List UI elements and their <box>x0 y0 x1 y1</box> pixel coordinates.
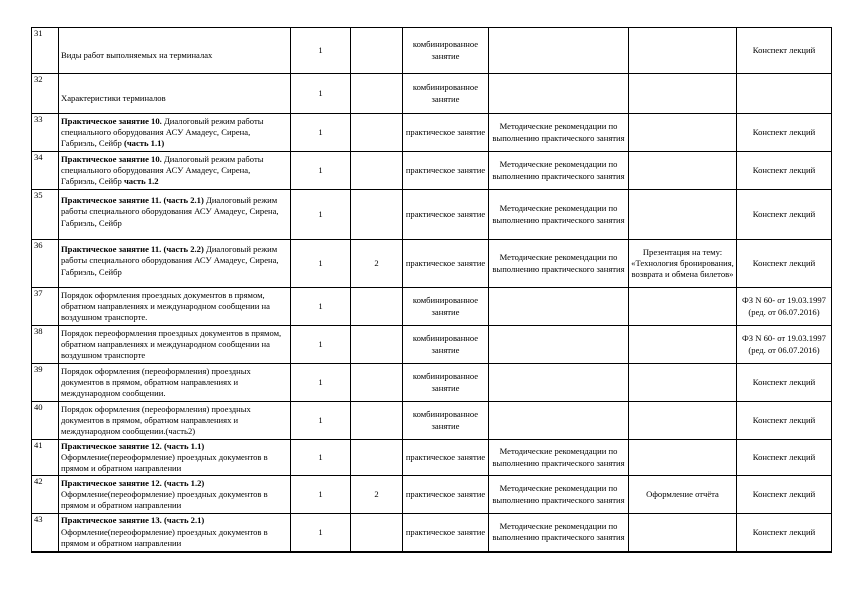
topic-bold-text: Практическое занятие 11. (часть 2.2) <box>61 244 204 255</box>
table-row <box>32 74 832 114</box>
lesson-form-cell: практическое занятие <box>403 114 489 152</box>
topic-text: Порядок переоформления проездных документов в прямом, обратном направлениях и международном сообщении на воздушном транспорте <box>61 327 282 361</box>
methodology-cell <box>489 74 629 114</box>
literature-cell: Конспект лекций <box>737 114 832 152</box>
lesson-number: 37 <box>32 288 59 326</box>
literature-cell <box>737 74 832 114</box>
hours-cell: 1 <box>291 402 351 440</box>
literature-cell: Конспект лекций <box>737 240 832 288</box>
table-row <box>32 440 832 476</box>
lesson-number: 31 <box>32 28 59 74</box>
lesson-topic <box>59 514 291 552</box>
self-study-hours-cell <box>351 152 403 190</box>
presentation-cell <box>629 190 737 240</box>
lesson-form-cell: практическое занятие <box>403 476 489 514</box>
table-row <box>32 402 832 440</box>
topic-bold-text: Практическое занятие 12. (часть 1.2) <box>61 477 205 488</box>
lesson-topic <box>59 74 291 114</box>
lesson-topic <box>59 476 291 514</box>
lesson-number: 40 <box>32 402 59 440</box>
lesson-number: 32 <box>32 74 59 114</box>
table-row <box>32 152 832 190</box>
lesson-topic <box>59 326 291 364</box>
lesson-form-cell: практическое занятие <box>403 190 489 240</box>
lesson-form-cell: комбинированное занятие <box>403 74 489 114</box>
self-study-hours-cell <box>351 190 403 240</box>
lesson-number: 42 <box>32 476 59 514</box>
lesson-topic <box>59 152 291 190</box>
lesson-topic <box>59 402 291 440</box>
hours-cell: 1 <box>291 240 351 288</box>
lesson-number: 34 <box>32 152 59 190</box>
hours-cell: 1 <box>291 190 351 240</box>
self-study-hours-cell <box>351 114 403 152</box>
lesson-number: 33 <box>32 114 59 152</box>
literature-cell: ФЗ N 60- от 19.03.1997 (ред. от 06.07.2016) <box>737 288 832 326</box>
table-row <box>32 288 832 326</box>
topic-text: Диалоговый режим работы специального оборудования АСУ Амадеус, Сирена, Габриэль, Сейбр <box>61 244 279 277</box>
literature-cell: Конспект лекций <box>737 440 832 476</box>
lesson-topic <box>59 190 291 240</box>
hours-cell: 1 <box>291 152 351 190</box>
methodology-cell <box>489 288 629 326</box>
self-study-hours-cell: 2 <box>351 240 403 288</box>
table-row <box>32 364 832 402</box>
presentation-cell <box>629 28 737 74</box>
hours-cell: 1 <box>291 364 351 402</box>
lesson-number: 35 <box>32 190 59 240</box>
topic-text: Диалоговый режим работы специального оборудования АСУ Амадеус, Сирена, Габриэль, Сейбр <box>61 195 279 228</box>
literature-cell: Конспект лекций <box>737 190 832 240</box>
literature-cell: Конспект лекций <box>737 476 832 514</box>
hours-cell: 1 <box>291 514 351 552</box>
presentation-cell <box>629 74 737 114</box>
presentation-cell <box>629 326 737 364</box>
hours-cell: 1 <box>291 288 351 326</box>
self-study-hours-cell <box>351 288 403 326</box>
lesson-number: 36 <box>32 240 59 288</box>
topic-bold-text: Практическое занятие 13. (часть 2.1) <box>61 515 205 526</box>
topic-text: Диалоговый режим работы специального оборудования АСУ Амадеус, Сирена, Габриэль, Сейбр <box>61 115 264 149</box>
presentation-cell <box>629 440 737 476</box>
hours-cell: 1 <box>291 440 351 476</box>
presentation-cell <box>629 514 737 552</box>
literature-cell: Конспект лекций <box>737 28 832 74</box>
topic-text: Оформление(переоформление) проездных документов в прямом и обратном направлении <box>61 488 268 511</box>
table-row <box>32 476 832 514</box>
literature-cell: ФЗ N 60- от 19.03.1997 (ред. от 06.07.2016) <box>737 326 832 364</box>
schedule-table <box>31 27 832 553</box>
topic-bold-text: Практическое занятие 11. (часть 2.1) <box>61 195 204 206</box>
lesson-number: 38 <box>32 326 59 364</box>
self-study-hours-cell <box>351 326 403 364</box>
methodology-cell: Методические рекомендации по выполнению практического занятия <box>489 114 629 152</box>
lesson-form-cell: практическое занятие <box>403 514 489 552</box>
methodology-cell: Методические рекомендации по выполнению практического занятия <box>489 240 629 288</box>
methodology-cell: Методические рекомендации по выполнению практического занятия <box>489 440 629 476</box>
topic-bold-text: Практическое занятие 10. <box>61 153 162 164</box>
hours-cell: 1 <box>291 114 351 152</box>
lesson-number: 39 <box>32 364 59 402</box>
topic-text: Диалоговый режим работы специального оборудования АСУ Амадеус, Сирена, Габриэль, Сейбр <box>61 153 264 187</box>
topic-text: Виды работ выполняемых на терминалах <box>61 49 213 60</box>
literature-cell: Конспект лекций <box>737 402 832 440</box>
presentation-cell <box>629 364 737 402</box>
methodology-cell: Методические рекомендации по выполнению практического занятия <box>489 514 629 552</box>
topic-bold-text: Практическое занятие 12. (часть 1.1) <box>61 440 205 451</box>
hours-cell: 1 <box>291 74 351 114</box>
table-body <box>32 28 832 552</box>
topic-text: Порядок оформления (переоформления) проездных документов в прямом, обратном направлениях и международном сообщении. <box>61 365 251 399</box>
table-row <box>32 240 832 288</box>
topic-text: Характеристики терминалов <box>61 92 166 103</box>
table-row <box>32 514 832 552</box>
topic-bold-text: (часть 1.1) <box>123 138 165 149</box>
methodology-cell <box>489 326 629 364</box>
literature-cell: Конспект лекций <box>737 152 832 190</box>
methodology-cell <box>489 364 629 402</box>
self-study-hours-cell: 2 <box>351 476 403 514</box>
methodology-cell: Методические рекомендации по выполнению практического занятия <box>489 190 629 240</box>
lesson-form-cell: практическое занятие <box>403 152 489 190</box>
lesson-topic <box>59 440 291 476</box>
presentation-cell <box>629 402 737 440</box>
table-row <box>32 190 832 240</box>
self-study-hours-cell <box>351 402 403 440</box>
lesson-form-cell: практическое занятие <box>403 240 489 288</box>
lesson-form-cell: практическое занятие <box>403 440 489 476</box>
presentation-cell <box>629 288 737 326</box>
hours-cell: 1 <box>291 28 351 74</box>
literature-cell: Конспект лекций <box>737 364 832 402</box>
hours-cell: 1 <box>291 326 351 364</box>
topic-bold-text: Практическое занятие 10. <box>61 115 162 126</box>
topic-text: Оформление(переоформление) проездных документов в прямом и обратном направлении <box>61 451 268 474</box>
lesson-topic <box>59 288 291 326</box>
lesson-topic <box>59 364 291 402</box>
presentation-cell <box>629 114 737 152</box>
lesson-form-cell: комбинированное занятие <box>403 28 489 74</box>
self-study-hours-cell <box>351 74 403 114</box>
table-row <box>32 326 832 364</box>
self-study-hours-cell <box>351 440 403 476</box>
topic-text: Оформление(переоформление) проездных документов в прямом и обратном направлении <box>61 526 268 548</box>
methodology-cell <box>489 402 629 440</box>
lesson-topic <box>59 28 291 74</box>
presentation-cell: Презентация на тему: «Технология бронирования, возврата и обмена билетов» <box>629 240 737 288</box>
topic-bold-text: часть 1.2 <box>123 176 159 187</box>
lesson-topic <box>59 240 291 288</box>
self-study-hours-cell <box>351 514 403 552</box>
table-row <box>32 114 832 152</box>
self-study-hours-cell <box>351 28 403 74</box>
lesson-form-cell: комбинированное занятие <box>403 402 489 440</box>
lesson-form-cell: комбинированное занятие <box>403 288 489 326</box>
self-study-hours-cell <box>351 364 403 402</box>
lesson-topic <box>59 114 291 152</box>
methodology-cell: Методические рекомендации по выполнению практического занятия <box>489 476 629 514</box>
lesson-number: 41 <box>32 440 59 476</box>
literature-cell: Конспект лекций <box>737 514 832 552</box>
presentation-cell <box>629 152 737 190</box>
topic-text: Порядок оформления проездных документов в прямом, обратном направлениях и международном сообщении на воздушном транспорте. <box>61 289 270 323</box>
presentation-cell: Оформление отчёта <box>629 476 737 514</box>
lesson-number: 43 <box>32 514 59 552</box>
methodology-cell <box>489 28 629 74</box>
topic-text: Порядок оформления (переоформления) проездных документов в прямом, обратном направлениях и международном сообщении.(часть2) <box>61 403 251 437</box>
hours-cell: 1 <box>291 476 351 514</box>
lesson-form-cell: комбинированное занятие <box>403 326 489 364</box>
methodology-cell: Методические рекомендации по выполнению практического занятия <box>489 152 629 190</box>
lesson-form-cell: комбинированное занятие <box>403 364 489 402</box>
table-row <box>32 28 832 74</box>
